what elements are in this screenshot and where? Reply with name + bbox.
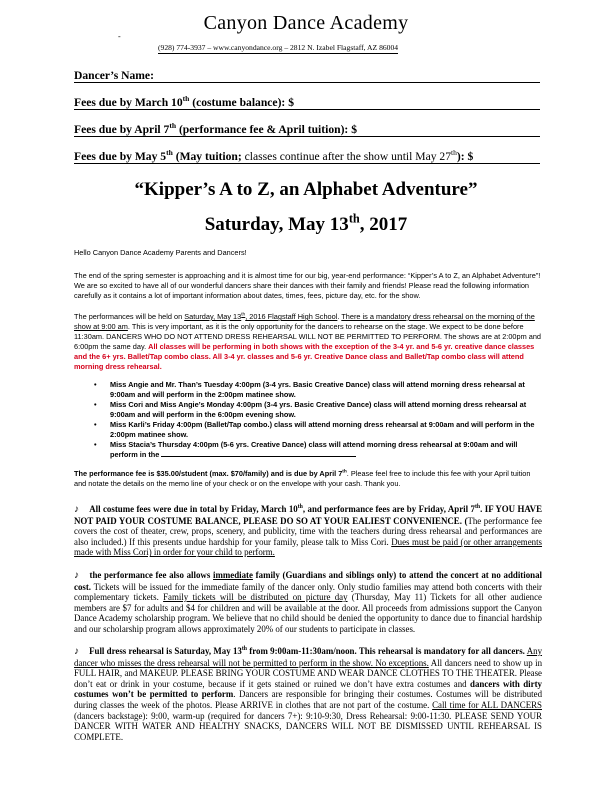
- performance-paragraph: The performances will be held on Saturday, May 13th, 2016 Flagstaff High School. There is a mandatory dress rehearsal on the morning of the show at 9:00 am. This is very important, as it is the only opportunity for the dancers to rehearse on the stage. We expect to be done before 11:30am. DANCERS WHO DO NOT ATTEND DRESS REHEARSAL WILL NOT BE PERMITTED TO PERFORM. The shows are at 2:00pm and 6:00pm the same day. All classes will be performing in both shows with the exception of the 3-4 yr. and 5-6 yr. creative dance classes and the 6+ yrs. Ballet/Tap combo class. All 3-4 yr. classes and 5-6 yr. Creative Dance class and Ballet/Tap combo class will attend morning dress rehearsal.: [74, 312, 541, 371]
- show-date: Saturday, May 13th, 2017: [204, 211, 408, 235]
- academy-name: Canyon Dance Academy: [203, 12, 409, 34]
- dancer-name-label: Dancer’s Name:: [74, 69, 154, 82]
- fee-march-label: Fees due by March 10th (costume balance): $: [74, 94, 294, 109]
- music-note-icon: ♪: [74, 646, 80, 657]
- dancer-name-field[interactable]: [74, 82, 540, 83]
- music-note-icon: ♪: [74, 570, 80, 581]
- family-admission-note: ♪ the performance fee also allows immediate family (Guardians and siblings only) to attend the concert at no additional cost. Tickets will be issued for the immediate family of the dancer only. Only studio families may attend both concerts with their complementary tickets. Family tickets will be distributed on picture day (Thursday, May 11) Tickets for all other audience members are $7 for adults and $4 for children and will be available at the door. All proceeds from admissions support the Canyon Dance Academy scholarship program. We believe that no child should be denied the opportunity to dance due to financial hardship and our scholarship program allows approximately 20% of our students to participate in classes.: [74, 570, 542, 634]
- list-item: • Miss Cori and Miss Angie’s Monday 4:00pm (3-4 yrs. Basic Creative Dance) class will attend morning dress rehearsal at 9:00am and will perform in the 6:00pm evening show.: [94, 400, 542, 420]
- list-item: • Miss Stacia’s Thursday 4:00pm (5-6 yrs. Creative Dance) class will attend morning dress rehearsal at 9:00am and will perform in the: [94, 440, 542, 460]
- costume-fee-note: ♪ All costume fees were due in total by Friday, March 10th, and performance fees are by Friday, April 7th. IF YOU HAVE NOT PAID YOUR COSTUME BALANCE, PLEASE DO SO AT YOUR EALIEST CONVENIENCE. (The performance fee covers the cost of theater, crew, props, scenery, and publicity, time with the teachers during dress rehearsal and performances are also included.) If this presents undue hardship for your family, please talk to Miss Cori. Dues must be paid (or other arrangements made with Miss Cori) in order for your child to perform.: [74, 504, 543, 558]
- intro-paragraph: The end of the spring semester is approaching and it is almost time for our big, year-end performance: “Kipper’s A to Z, an Alphabet Adventure”! We are so excited to have all of our wonderful dancers share their dances with their family and friends! Please read the following information carefully as it contains a lot of important information about dates, times, fees, picture day, etc. for the show.: [74, 271, 541, 300]
- fee-april-label: Fees due by April 7th (performance fee & April tuition): $: [74, 121, 357, 136]
- fee-april-field[interactable]: [74, 136, 540, 137]
- greeting: Hello Canyon Dance Academy Parents and Dancers!: [74, 248, 247, 257]
- show-title: “Kipper’s A to Z, an Alphabet Adventure”: [134, 179, 478, 200]
- performance-fee-paragraph: The performance fee is $35.00/student (max. $70/family) and is due by April 7th. Please feel free to include this fee with your April tuition and notate the details on the memo line of your check or on the envelope with your cash. Thank you.: [74, 469, 531, 488]
- fee-may-label: Fees due by May 5th (May tuition; classes continue after the show until May 27th): $: [74, 148, 474, 163]
- list-item: • Miss Karli’s Friday 4:00pm (Ballet/Tap combo.) class will attend morning dress rehearsal at 9:00am and will perform in the 2:00pm matinee show.: [94, 420, 542, 440]
- contact-line: (928) 774-3937 – www.canyondance.org – 2812 N. Izabel Flagstaff, AZ 86004: [158, 43, 399, 52]
- class-schedule-list: [94, 380, 542, 460]
- fee-march-field[interactable]: [74, 109, 540, 110]
- dress-rehearsal-note: ♪ Full dress rehearsal is Saturday, May 13th from 9:00am-11:30am/noon. This rehearsal is mandatory for all dancers. Any dancer who misses the dress rehearsal will not be permitted to perform in the show. No exceptions. All dancers need to show up in FULL HAIR, and MAKEUP. PLEASE BRING YOUR COSTUME AND WEAR DANCE CLOTHES TO THE THEATER. Please don’t eat or drink in your costume, because if it gets stained or ruined we don’t have extra costumes and dancers with dirty costumes won’t be permitted to perform. Dancers are responsible for bringing their costumes. Costumes will be distributed during classes the week of the photos. Please ARRIVE in clothes that are not part of the costume. Call time for ALL DANCERS (dancers backstage): 9:00, warm-up (required for dancers 7+): 9:10-9:30, Dress Rehearsal: 9:00-11:30. PLEASE SEND YOUR DANCER WITH WATER AND HEALTHY SNACKS, DANCERS WILL NOT BE DISMISSED UNTIL REHEARSAL IS COMPLETE.: [74, 646, 543, 742]
- fee-may-field[interactable]: [74, 163, 540, 164]
- list-item: • Miss Angie and Mr. Than’s Tuesday 4:00pm (3-4 yrs. Basic Creative Dance) class will attend morning dress rehearsal at 9:00am and will perform in the 2:00pm matinee show.: [94, 380, 542, 400]
- music-note-icon: ♪: [74, 504, 80, 515]
- corner-mark: -: [118, 32, 121, 41]
